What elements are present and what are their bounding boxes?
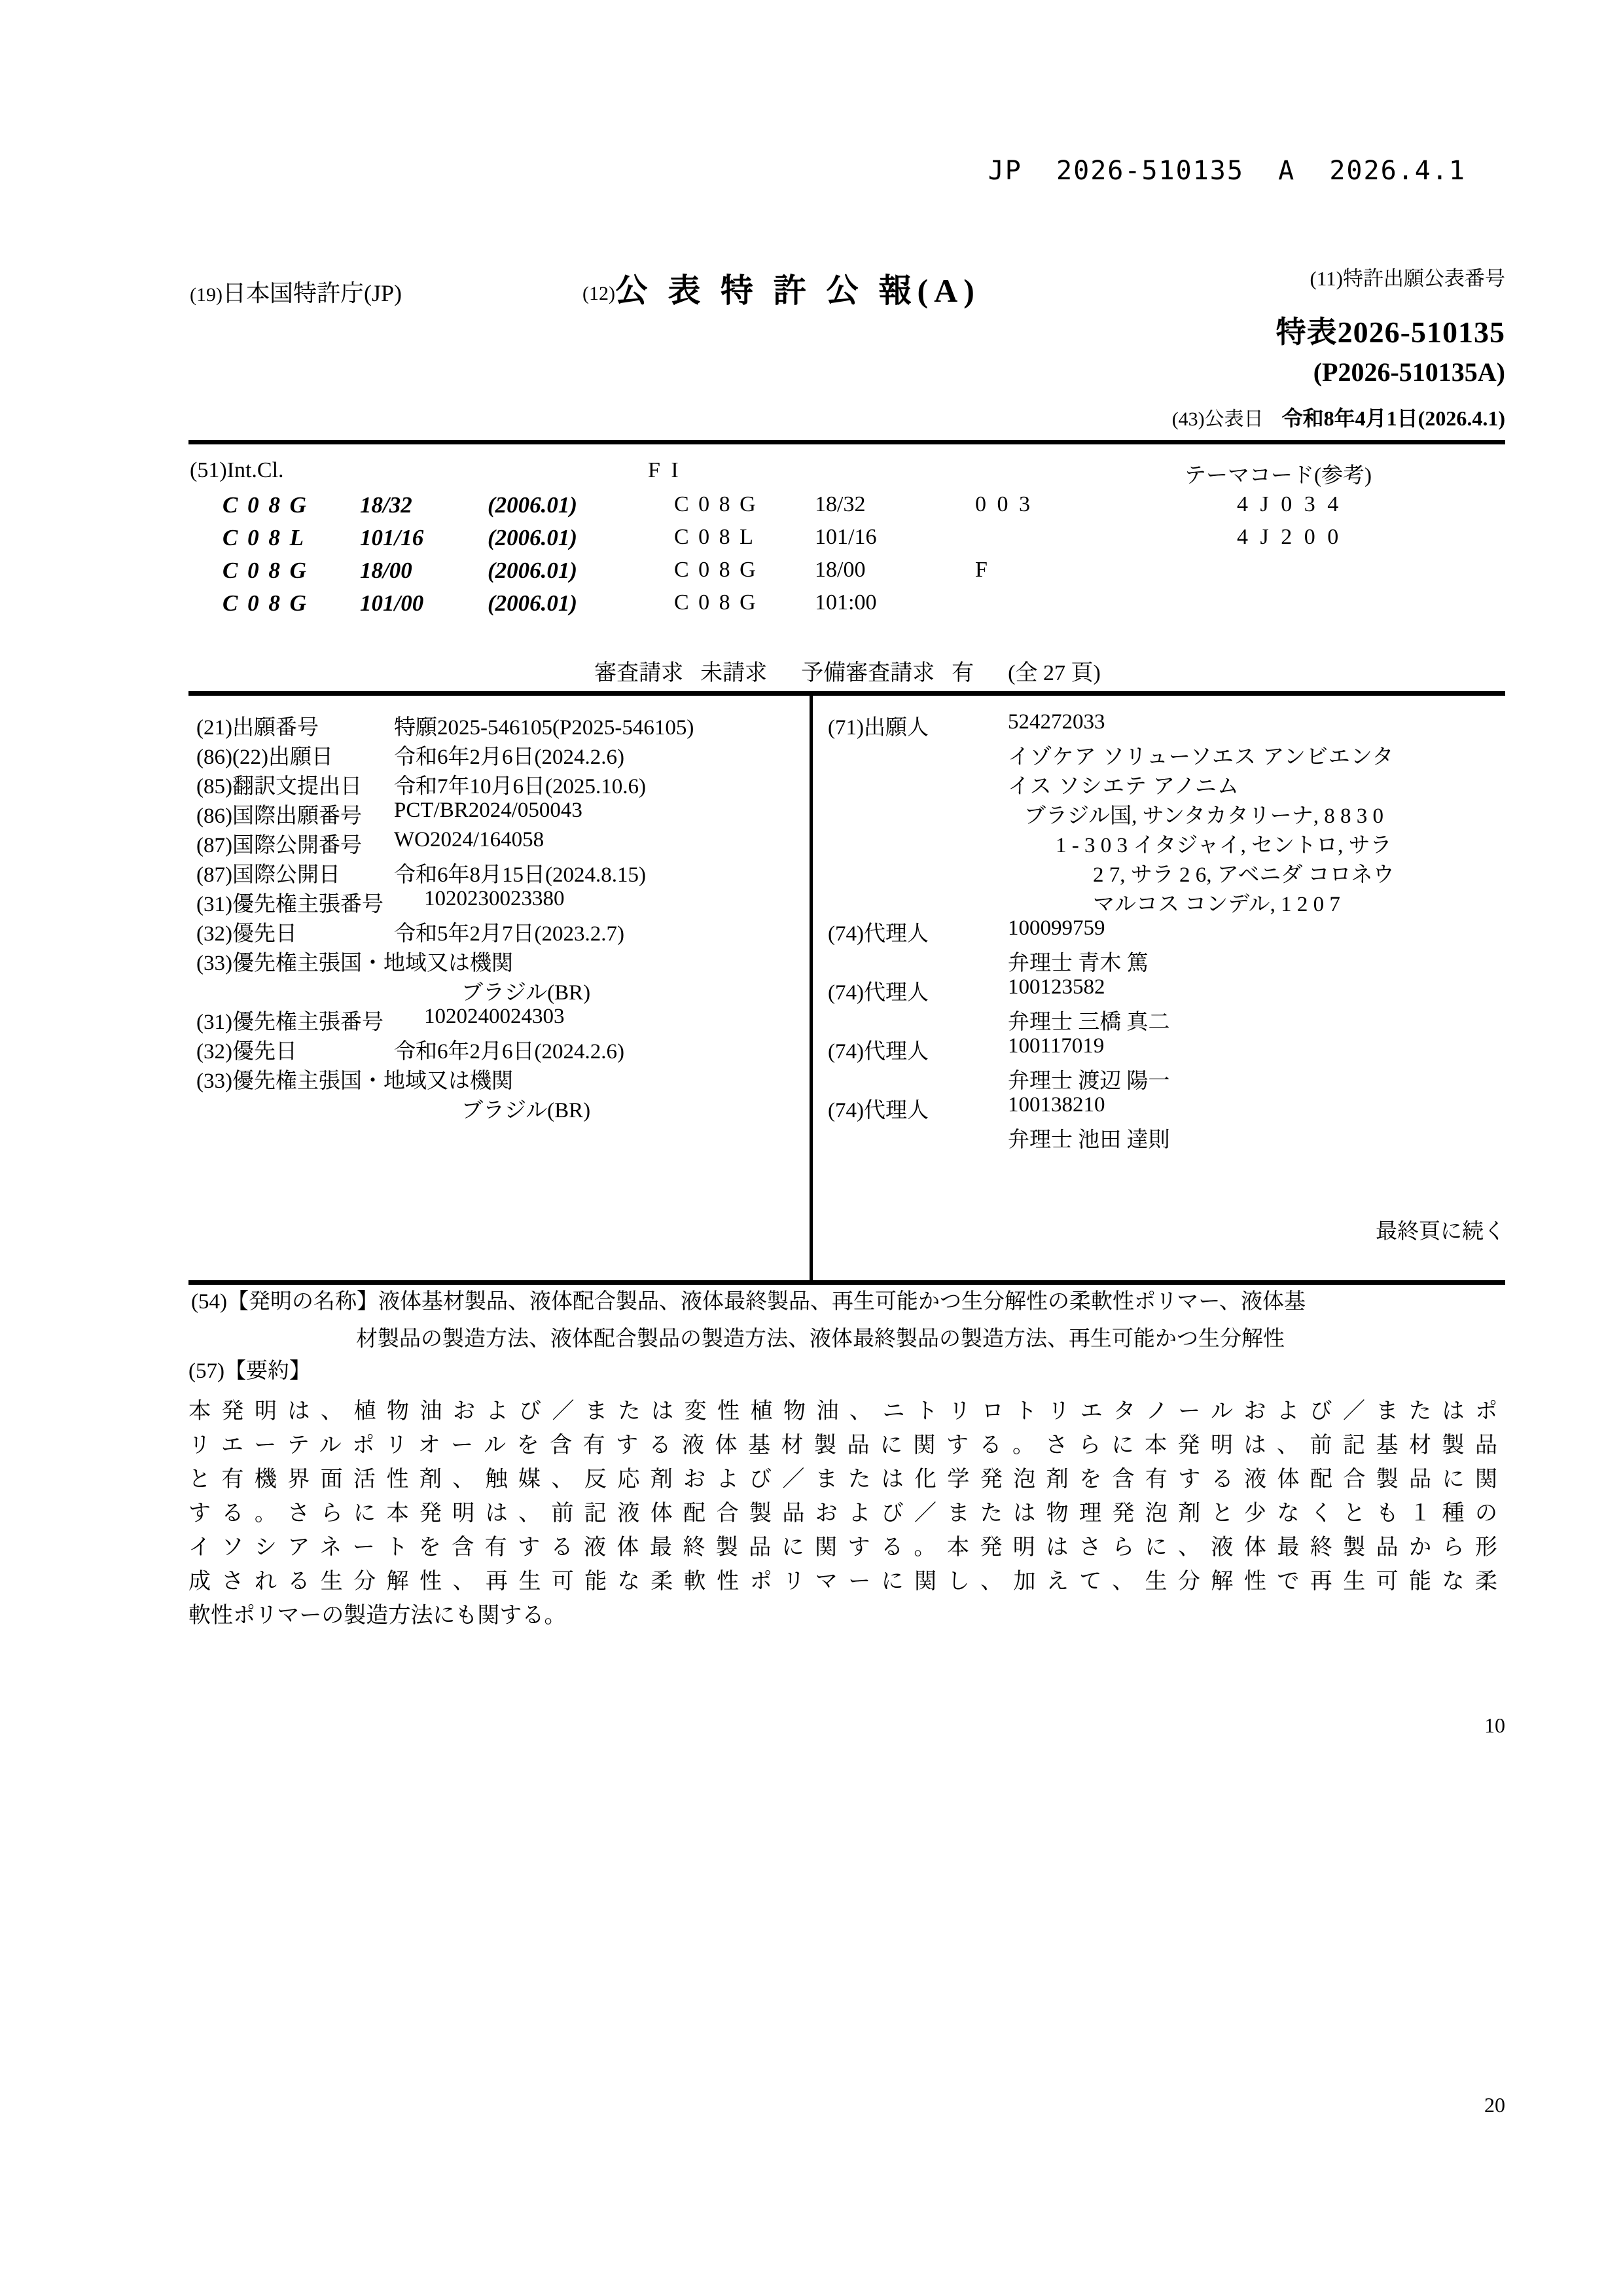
intcl-symbol: C 0 8 G — [223, 492, 308, 518]
intcl-symbol: C 0 8 G — [223, 558, 308, 583]
intcl-version: (2006.01) — [488, 525, 578, 550]
kind-code: (12) — [582, 283, 615, 304]
examination-request-line — [190, 655, 1505, 687]
applicant-name-row — [828, 740, 1505, 769]
theme-code-value: 4 J 2 0 0 — [1237, 525, 1342, 549]
intcl-group: 18/32 — [360, 492, 412, 518]
invention-title-line-2: 材製品の製造方法、液体配合製品の製造方法、液体最終製品の製造方法、再生可能かつ生分解性 — [356, 1327, 1285, 1351]
publication-number-alt: (P2026-510135A) — [1313, 357, 1505, 387]
classification-row — [190, 525, 1505, 555]
publication-date-value: 令和8年4月1日(2026.4.1) — [1281, 406, 1505, 430]
bibliography-row — [196, 769, 798, 798]
field-code: (33)優先権主張国・地域又は機関 — [196, 952, 513, 975]
field-value: 特願2025-546105(P2025-546105) — [394, 716, 694, 740]
abstract-line: 本発明は、植物油および／または変性植物油、ニトリロトリエタノールおよび／またはポ — [188, 1399, 1497, 1424]
attorney-number: 100138210 — [1008, 1093, 1105, 1117]
applicant-address: ブラジル国, サンタカタリーナ, 8 8 3 0 — [1024, 804, 1383, 828]
field-code: (74)代理人 — [828, 1040, 929, 1064]
kind-name: 公 表 特 許 公 報(A) — [615, 272, 980, 309]
abstract-line: する。さらに本発明は、前記液体配合製品および／または物理発泡剤と少なくとも１種の — [188, 1501, 1497, 1526]
bibliography-right-column — [828, 710, 1505, 1152]
abstract-line: と有機界面活性剤、触媒、反応剤および／または化学発泡剤を含有する液体配合製品に関 — [188, 1467, 1497, 1492]
field-code: (71)出願人 — [828, 716, 929, 740]
attorney-name: 弁理士 青木 篤 — [1008, 952, 1149, 975]
field-value: ブラジル(BR) — [461, 1099, 591, 1122]
publication-date-label: 公表日 — [1204, 408, 1264, 430]
classification-row — [190, 590, 1505, 620]
field-code: (21)出願番号 — [196, 716, 319, 740]
bibliography-row — [196, 916, 798, 946]
intcl-version: (2006.01) — [488, 558, 578, 583]
fi-symbol: C 0 8 G — [674, 590, 758, 615]
bibliography-row — [196, 975, 798, 1005]
document-kind — [582, 264, 980, 312]
bibliography-row — [196, 828, 798, 857]
intcl-version: (2006.01) — [488, 492, 578, 518]
fi-symbol: C 0 8 G — [674, 558, 758, 582]
field-value: 令和5年2月7日(2023.2.7) — [394, 922, 624, 946]
publication-number-block — [969, 262, 1505, 432]
bibliography-row — [196, 740, 798, 769]
preliminary-examination-status: 有 — [952, 661, 974, 685]
intcl-heading — [190, 458, 284, 483]
applicant-address: 1 - 3 0 3 イタジャイ, セントロ, サラ — [1056, 834, 1392, 857]
abstract-body — [188, 1393, 1497, 1631]
field-value: 1020240024303 — [424, 1005, 565, 1028]
classification-row — [190, 558, 1505, 588]
attorney-number: 100123582 — [1008, 975, 1105, 999]
intcl-symbol: C 0 8 G — [223, 590, 308, 616]
field-code: (74)代理人 — [828, 1099, 929, 1122]
attorney-name: 弁理士 池田 達則 — [1008, 1128, 1170, 1152]
abstract-label: 【要約】 — [224, 1359, 311, 1383]
attorney-row — [828, 1093, 1505, 1122]
running-head: JP 2026-510135 A 2026.4.1 — [988, 156, 1466, 186]
intcl-group: 101/00 — [360, 590, 424, 616]
bibliography-column-divider — [810, 691, 813, 1280]
intcl-symbol: C 0 8 L — [223, 525, 306, 550]
fi-group: 18/32 — [815, 492, 866, 516]
intcl-code: (51) — [190, 458, 227, 482]
fi-group: 101:00 — [815, 590, 877, 615]
publication-number-label — [969, 262, 1505, 291]
attorney-number: 100099759 — [1008, 916, 1105, 940]
attorney-name-row — [828, 1064, 1505, 1093]
fi-heading: F I — [648, 458, 681, 482]
bibliography-row — [196, 857, 798, 887]
field-value: 令和6年2月6日(2024.2.6) — [394, 1040, 624, 1064]
bibliography-row — [196, 1093, 798, 1122]
applicant-name-row — [828, 769, 1505, 798]
examination-request-label: 審査請求 — [594, 661, 684, 685]
field-code: (32)優先日 — [196, 1040, 297, 1064]
bibliography-row — [196, 798, 798, 828]
attorney-name-row — [828, 1122, 1505, 1152]
abstract-line: イソシアネートを含有する液体最終製品に関する。本発明はさらに、液体最終製品から形 — [188, 1535, 1497, 1560]
abstract-line: 軟性ポリマーの製造方法にも関する。 — [188, 1604, 567, 1628]
fi-extra: 0 0 3 — [975, 492, 1033, 516]
field-code: (85)翻訳文提出日 — [196, 775, 362, 798]
abstract-code: (57) — [188, 1359, 224, 1383]
fi-group: 18/00 — [815, 558, 866, 582]
field-code: (74)代理人 — [828, 981, 929, 1005]
field-code: (86)国際出願番号 — [196, 804, 362, 828]
title-code: (54) — [191, 1290, 227, 1314]
title-label: 【発明の名称】 — [226, 1290, 378, 1314]
bibliography-row — [196, 1064, 798, 1093]
continued-note: 最終頁に続く — [1376, 1220, 1505, 1244]
field-code: (86)(22)出願日 — [196, 745, 333, 769]
attorney-row — [828, 916, 1505, 946]
field-code: (87)国際公開番号 — [196, 834, 362, 857]
field-value: PCT/BR2024/050043 — [394, 798, 582, 822]
publication-date-code: (43) — [1171, 408, 1205, 430]
applicant-address-row — [828, 798, 1505, 828]
field-value: 1020230023380 — [424, 887, 565, 910]
applicant-row — [828, 710, 1505, 740]
publication-number: 特表2026-510135 — [1275, 315, 1505, 349]
fi-group: 101/16 — [815, 525, 877, 549]
applicant-name: イス ソシエテ アノニム — [1008, 775, 1240, 798]
intcl-label: Int.Cl. — [226, 458, 284, 482]
field-value: 令和6年8月15日(2024.8.15) — [394, 863, 646, 887]
invention-title-block — [191, 1284, 1507, 1352]
field-code: (33)優先権主張国・地域又は機関 — [196, 1069, 513, 1093]
issuing-office — [190, 275, 402, 308]
examination-request-status: 未請求 — [700, 661, 768, 685]
bibliography-row — [196, 1005, 798, 1034]
rule-above-bibliography — [188, 691, 1505, 696]
bibliography-row — [196, 946, 798, 975]
attorney-name: 弁理士 三橋 真二 — [1008, 1011, 1170, 1034]
field-value: ブラジル(BR) — [461, 981, 591, 1005]
applicant-address-row — [828, 828, 1505, 857]
field-code: (31)優先権主張番号 — [196, 893, 383, 916]
attorney-name-row — [828, 1005, 1505, 1034]
field-code: (87)国際公開日 — [196, 863, 340, 887]
theme-code-heading: テーマコード(参考) — [1185, 464, 1372, 488]
applicant-address-row — [828, 857, 1505, 887]
fi-symbol: C 0 8 L — [674, 525, 755, 549]
applicant-address: 2 7, サラ 2 6, アベニダ コロネウ — [1093, 863, 1395, 887]
abstract-line: リエーテルポリオールを含有する液体基材製品に関する。さらに本発明は、前記基材製品 — [188, 1433, 1497, 1458]
attorney-name-row — [828, 946, 1505, 975]
fi-extra: F — [975, 558, 990, 582]
field-value: WO2024/164058 — [394, 828, 544, 852]
line-number-marker: 10 — [1484, 1713, 1505, 1737]
bibliography-left-column — [196, 710, 798, 1122]
abstract-heading — [188, 1354, 311, 1384]
title-text: 液体基材製品、液体配合製品、液体最終製品、再生可能かつ生分解性の柔軟性ポリマー、液体基 — [378, 1290, 1306, 1314]
bibliography-row — [196, 710, 798, 740]
abstract-line: 成される生分解性、再生可能な柔軟性ポリマーに関し、加えて、生分解性で再生可能な柔 — [188, 1570, 1497, 1594]
intcl-group: 101/16 — [360, 525, 424, 550]
attorney-name: 弁理士 渡辺 陽一 — [1008, 1069, 1170, 1093]
applicant-address: マルコス コンデル, 1 2 0 7 — [1093, 893, 1340, 916]
attorney-number: 100117019 — [1008, 1034, 1105, 1058]
bibliography-row — [196, 1034, 798, 1064]
rule-under-masthead — [188, 440, 1505, 444]
publication-date-row — [969, 402, 1505, 432]
field-code: (31)優先権主張番号 — [196, 1011, 383, 1034]
invention-title-line-1 — [191, 1284, 1507, 1315]
total-pages: (全 27 頁) — [1008, 661, 1101, 685]
publication-number-code: (11) — [1310, 267, 1343, 290]
preliminary-examination-label: 予備審査請求 — [801, 661, 935, 685]
line-number-marker: 20 — [1484, 2093, 1505, 2117]
applicant-address-row — [828, 887, 1505, 916]
applicant-number: 524272033 — [1008, 710, 1105, 734]
intcl-version: (2006.01) — [488, 590, 578, 616]
applicant-name: イゾケア ソリューソエス アンビエンタ — [1008, 745, 1395, 769]
field-code: (74)代理人 — [828, 922, 929, 946]
theme-code-value: 4 J 0 3 4 — [1237, 492, 1342, 516]
publication-number-label-text: 特許出願公表番号 — [1343, 267, 1505, 290]
field-value: 令和7年10月6日(2025.10.6) — [394, 775, 646, 798]
attorney-row — [828, 975, 1505, 1005]
attorney-row — [828, 1034, 1505, 1064]
field-code: (32)優先日 — [196, 922, 297, 946]
masthead — [190, 262, 1505, 430]
office-name: 日本国特許庁(JP) — [222, 280, 402, 306]
office-code: (19) — [190, 284, 223, 306]
intcl-group: 18/00 — [360, 558, 412, 583]
fi-symbol: C 0 8 G — [674, 492, 758, 516]
classification-row — [190, 492, 1505, 522]
bibliography-row — [196, 887, 798, 916]
field-value: 令和6年2月6日(2024.2.6) — [394, 745, 624, 769]
